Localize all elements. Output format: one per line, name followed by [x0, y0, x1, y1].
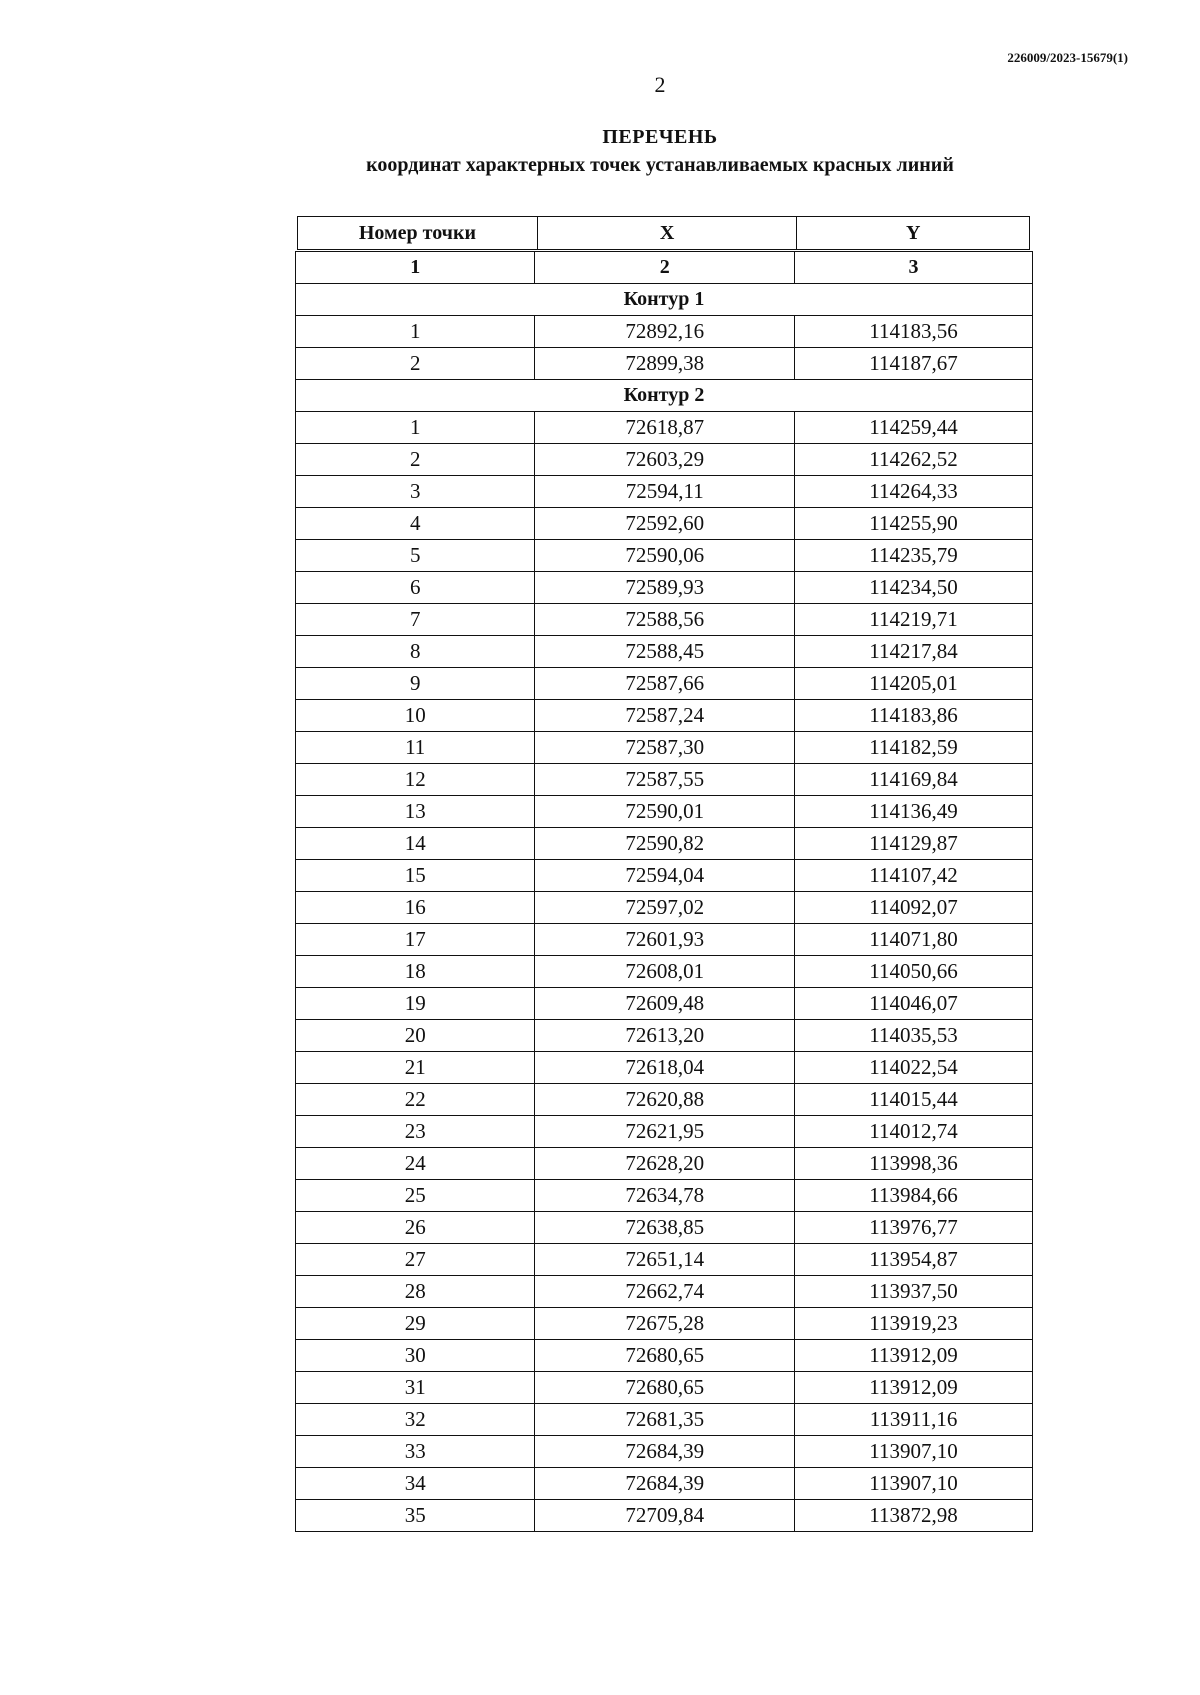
- y-coordinate-cell: 114219,71: [795, 604, 1033, 636]
- x-coordinate-cell: 72588,56: [535, 604, 795, 636]
- y-coordinate-cell: 113937,50: [795, 1276, 1033, 1308]
- header-table: [297, 216, 1030, 250]
- point-number-cell: 27: [296, 1244, 535, 1276]
- x-coordinate-cell: 72651,14: [535, 1244, 795, 1276]
- table-row: [296, 572, 1033, 604]
- x-coordinate-cell: 72899,38: [535, 348, 795, 380]
- document-subtitle: координат характерных точек устанавливаемых красных линий: [366, 154, 954, 176]
- point-number-cell: 20: [296, 1020, 535, 1052]
- y-coordinate-cell: 114262,52: [795, 444, 1033, 476]
- table-row: [296, 1276, 1033, 1308]
- x-coordinate-cell: 72634,78: [535, 1180, 795, 1212]
- point-number-cell: 10: [296, 700, 535, 732]
- point-number-cell: 16: [296, 892, 535, 924]
- table-row: [296, 732, 1033, 764]
- y-coordinate-cell: 113872,98: [795, 1500, 1033, 1532]
- document-id: 226009/2023-15679(1): [1007, 50, 1128, 65]
- table-row: [296, 508, 1033, 540]
- x-coordinate-cell: 72618,87: [535, 412, 795, 444]
- table-row: [296, 1084, 1033, 1116]
- point-number-cell: 6: [296, 572, 535, 604]
- table-row: [296, 604, 1033, 636]
- table-row: [296, 1500, 1033, 1532]
- point-number-cell: 33: [296, 1436, 535, 1468]
- point-number-cell: 2: [296, 444, 535, 476]
- point-number-cell: 1: [296, 316, 535, 348]
- y-coordinate-cell: 114205,01: [795, 668, 1033, 700]
- point-number-cell: 11: [296, 732, 535, 764]
- x-coordinate-cell: 72609,48: [535, 988, 795, 1020]
- table-row: [296, 1116, 1033, 1148]
- y-coordinate-cell: 114169,84: [795, 764, 1033, 796]
- y-coordinate-cell: 114071,80: [795, 924, 1033, 956]
- point-number-cell: 7: [296, 604, 535, 636]
- coordinates-body: [296, 252, 1033, 1532]
- x-coordinate-cell: 72620,88: [535, 1084, 795, 1116]
- table-row: [296, 796, 1033, 828]
- x-coordinate-cell: 72587,55: [535, 764, 795, 796]
- y-coordinate-cell: 114107,42: [795, 860, 1033, 892]
- document-title: ПЕРЕЧЕНЬ: [602, 126, 718, 148]
- column-number-3: 3: [795, 252, 1033, 284]
- header-point-number: Номер точки: [298, 217, 538, 250]
- x-coordinate-cell: 72680,65: [535, 1340, 795, 1372]
- y-coordinate-cell: 114092,07: [795, 892, 1033, 924]
- table-row: [296, 1148, 1033, 1180]
- point-number-cell: 26: [296, 1212, 535, 1244]
- table-row: [296, 1180, 1033, 1212]
- x-coordinate-cell: 72638,85: [535, 1212, 795, 1244]
- y-coordinate-cell: 114015,44: [795, 1084, 1033, 1116]
- point-number-cell: 17: [296, 924, 535, 956]
- x-coordinate-cell: 72587,30: [535, 732, 795, 764]
- x-coordinate-cell: 72587,24: [535, 700, 795, 732]
- table-row: [296, 956, 1033, 988]
- contour-label: Контур 2: [296, 380, 1033, 412]
- y-coordinate-cell: 114046,07: [795, 988, 1033, 1020]
- table-row: [296, 764, 1033, 796]
- x-coordinate-cell: 72608,01: [535, 956, 795, 988]
- x-coordinate-cell: 72587,66: [535, 668, 795, 700]
- column-number-1: 1: [296, 252, 535, 284]
- column-number-row: [296, 252, 1033, 284]
- table-row: [296, 1372, 1033, 1404]
- table-row: [296, 1052, 1033, 1084]
- y-coordinate-cell: 114012,74: [795, 1116, 1033, 1148]
- y-coordinate-cell: 114050,66: [795, 956, 1033, 988]
- point-number-cell: 15: [296, 860, 535, 892]
- x-coordinate-cell: 72603,29: [535, 444, 795, 476]
- y-coordinate-cell: 114182,59: [795, 732, 1033, 764]
- point-number-cell: 13: [296, 796, 535, 828]
- x-coordinate-cell: 72618,04: [535, 1052, 795, 1084]
- table-row: [296, 316, 1033, 348]
- table-row: [296, 924, 1033, 956]
- x-coordinate-cell: 72589,93: [535, 572, 795, 604]
- y-coordinate-cell: 113976,77: [795, 1212, 1033, 1244]
- y-coordinate-cell: 114187,67: [795, 348, 1033, 380]
- y-coordinate-cell: 113907,10: [795, 1436, 1033, 1468]
- y-coordinate-cell: 114129,87: [795, 828, 1033, 860]
- point-number-cell: 35: [296, 1500, 535, 1532]
- table-row: [296, 828, 1033, 860]
- table-row: [296, 476, 1033, 508]
- point-number-cell: 8: [296, 636, 535, 668]
- point-number-cell: 30: [296, 1340, 535, 1372]
- point-number-cell: 19: [296, 988, 535, 1020]
- point-number-cell: 32: [296, 1404, 535, 1436]
- table-row: [296, 444, 1033, 476]
- x-coordinate-cell: 72681,35: [535, 1404, 795, 1436]
- point-number-cell: 14: [296, 828, 535, 860]
- point-number-cell: 22: [296, 1084, 535, 1116]
- y-coordinate-cell: 113912,09: [795, 1340, 1033, 1372]
- point-number-cell: 2: [296, 348, 535, 380]
- y-coordinate-cell: 113919,23: [795, 1308, 1033, 1340]
- point-number-cell: 21: [296, 1052, 535, 1084]
- table-row: [296, 540, 1033, 572]
- x-coordinate-cell: 72597,02: [535, 892, 795, 924]
- y-coordinate-cell: 113907,10: [795, 1468, 1033, 1500]
- x-coordinate-cell: 72680,65: [535, 1372, 795, 1404]
- table-row: [296, 1244, 1033, 1276]
- point-number-cell: 9: [296, 668, 535, 700]
- column-number-2: 2: [535, 252, 795, 284]
- contour-header-row: [296, 380, 1033, 412]
- table-row: [296, 892, 1033, 924]
- point-number-cell: 23: [296, 1116, 535, 1148]
- table-row: [296, 1212, 1033, 1244]
- y-coordinate-cell: 113984,66: [795, 1180, 1033, 1212]
- x-coordinate-cell: 72892,16: [535, 316, 795, 348]
- y-coordinate-cell: 113911,16: [795, 1404, 1033, 1436]
- x-coordinate-cell: 72590,06: [535, 540, 795, 572]
- point-number-cell: 4: [296, 508, 535, 540]
- header-y: Y: [797, 217, 1030, 250]
- table-row: [296, 988, 1033, 1020]
- table-row: [296, 1436, 1033, 1468]
- header-x: X: [537, 217, 796, 250]
- x-coordinate-cell: 72662,74: [535, 1276, 795, 1308]
- x-coordinate-cell: 72675,28: [535, 1308, 795, 1340]
- table-row: [296, 636, 1033, 668]
- page-number: 2: [654, 72, 666, 97]
- table-row: [296, 860, 1033, 892]
- x-coordinate-cell: 72601,93: [535, 924, 795, 956]
- y-coordinate-cell: 114234,50: [795, 572, 1033, 604]
- x-coordinate-cell: 72684,39: [535, 1468, 795, 1500]
- point-number-cell: 1: [296, 412, 535, 444]
- point-number-cell: 5: [296, 540, 535, 572]
- x-coordinate-cell: 72594,04: [535, 860, 795, 892]
- table-row: [296, 668, 1033, 700]
- y-coordinate-cell: 114183,56: [795, 316, 1033, 348]
- x-coordinate-cell: 72613,20: [535, 1020, 795, 1052]
- point-number-cell: 12: [296, 764, 535, 796]
- table-row: [296, 1340, 1033, 1372]
- y-coordinate-cell: 114217,84: [795, 636, 1033, 668]
- table-row: [296, 1308, 1033, 1340]
- y-coordinate-cell: 114259,44: [795, 412, 1033, 444]
- point-number-cell: 31: [296, 1372, 535, 1404]
- y-coordinate-cell: 114136,49: [795, 796, 1033, 828]
- point-number-cell: 34: [296, 1468, 535, 1500]
- table-row: [296, 1404, 1033, 1436]
- x-coordinate-cell: 72709,84: [535, 1500, 795, 1532]
- y-coordinate-cell: 113912,09: [795, 1372, 1033, 1404]
- y-coordinate-cell: 114183,86: [795, 700, 1033, 732]
- point-number-cell: 18: [296, 956, 535, 988]
- table-row: [296, 1020, 1033, 1052]
- table-row: [296, 412, 1033, 444]
- point-number-cell: 3: [296, 476, 535, 508]
- x-coordinate-cell: 72628,20: [535, 1148, 795, 1180]
- header-row: [298, 217, 1030, 250]
- y-coordinate-cell: 114022,54: [795, 1052, 1033, 1084]
- x-coordinate-cell: 72590,82: [535, 828, 795, 860]
- contour-label: Контур 1: [296, 284, 1033, 316]
- y-coordinate-cell: 113954,87: [795, 1244, 1033, 1276]
- table-row: [296, 700, 1033, 732]
- x-coordinate-cell: 72590,01: [535, 796, 795, 828]
- point-number-cell: 28: [296, 1276, 535, 1308]
- y-coordinate-cell: 113998,36: [795, 1148, 1033, 1180]
- x-coordinate-cell: 72588,45: [535, 636, 795, 668]
- y-coordinate-cell: 114264,33: [795, 476, 1033, 508]
- point-number-cell: 24: [296, 1148, 535, 1180]
- y-coordinate-cell: 114255,90: [795, 508, 1033, 540]
- x-coordinate-cell: 72621,95: [535, 1116, 795, 1148]
- coordinates-table: [295, 251, 1033, 1532]
- x-coordinate-cell: 72684,39: [535, 1436, 795, 1468]
- contour-header-row: [296, 284, 1033, 316]
- point-number-cell: 29: [296, 1308, 535, 1340]
- table-row: [296, 1468, 1033, 1500]
- y-coordinate-cell: 114235,79: [795, 540, 1033, 572]
- table-row: [296, 348, 1033, 380]
- x-coordinate-cell: 72592,60: [535, 508, 795, 540]
- x-coordinate-cell: 72594,11: [535, 476, 795, 508]
- y-coordinate-cell: 114035,53: [795, 1020, 1033, 1052]
- point-number-cell: 25: [296, 1180, 535, 1212]
